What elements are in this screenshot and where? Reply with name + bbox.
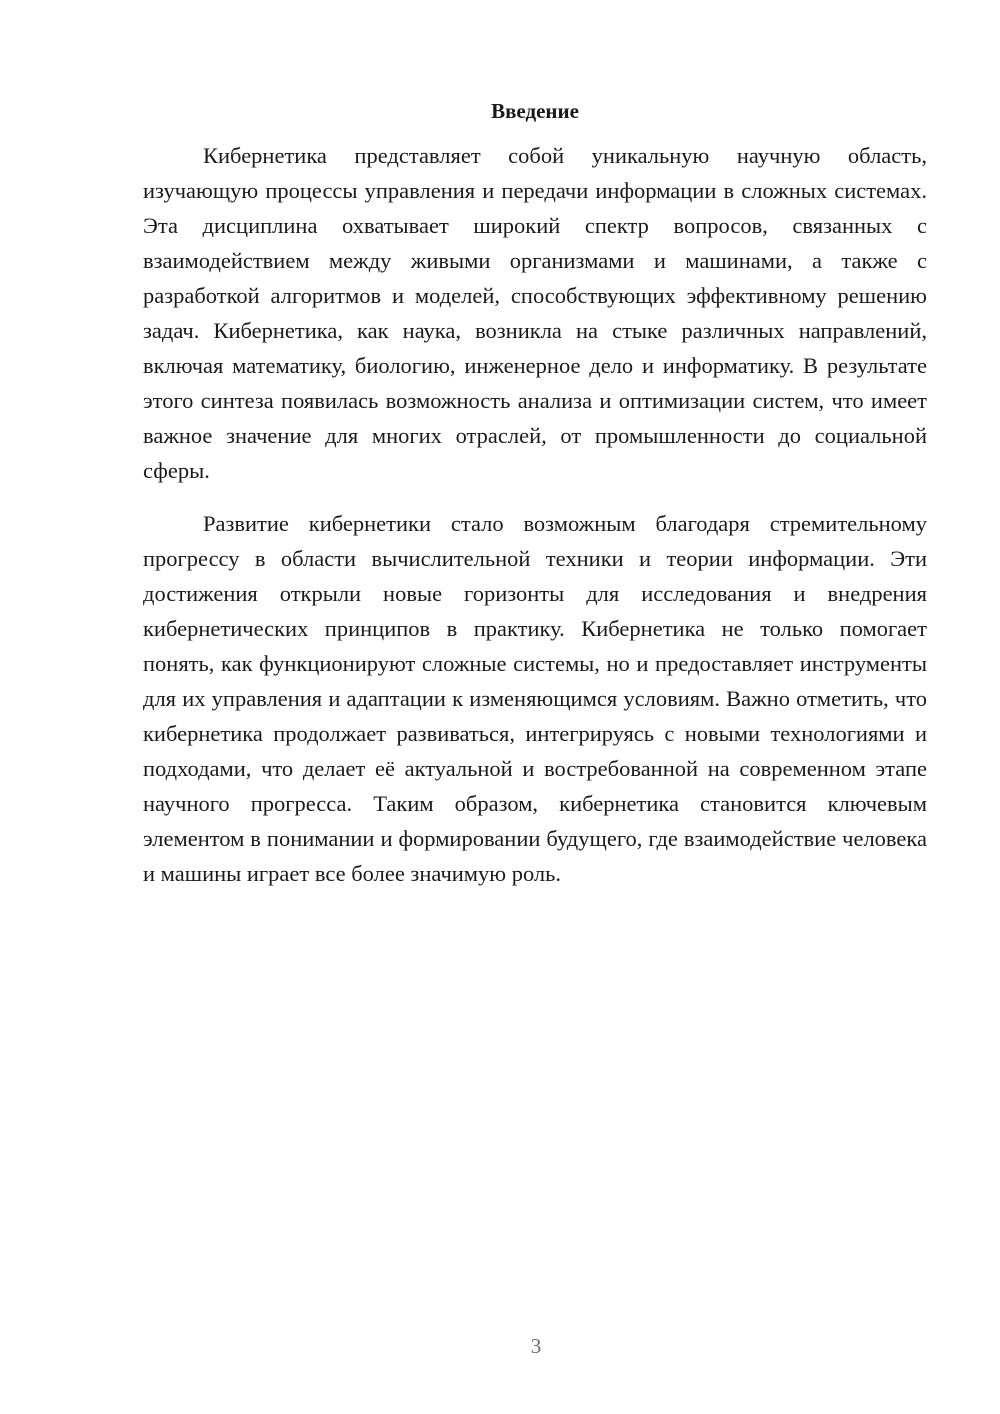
paragraph-1: Кибернетика представляет собой уникальную научную область, изучающую процессы управления и передачи информации в сложных системах. Эта дисциплина охватывает широкий спектр вопросов, связанных с взаимодействием между живыми организмами и машинами, а также с разработкой алгоритмов и моделей, способствующих эффективному решению задач. Кибернетика, как наука, возникла на стыке различных направлений, включая математику, биологию, инженерное дело и информатику. В результате этого синтеза появилась возможность анализа и оптимизации систем, что имеет важное значение для многих отраслей, от промышленности до социальной сферы. bbox=[143, 143, 927, 483]
page-content bbox=[143, 96, 927, 909]
section-title: Введение bbox=[491, 99, 579, 123]
paragraph-2: Развитие кибернетики стало возможным благодаря стремительному прогрессу в области вычислительной техники и теории информации. Эти достижения открыли новые горизонты для исследования и внедрения кибернетических принципов в практику. Кибернетика не только помогает понять, как функционируют сложные системы, но и предоставляет инструменты для их управления и адаптации к изменяющимся условиям. Важно отметить, что кибернетика продолжает развиваться, интегрируясь с новыми технологиями и подходами, что делает её актуальной и востребованной на современном этапе научного прогресса. Таким образом, кибернетика становится ключевым элементом в понимании и формировании будущего, где взаимодействие человека и машины играет все более значимую роль. bbox=[143, 511, 927, 886]
page-number: 3 bbox=[530, 1334, 542, 1358]
